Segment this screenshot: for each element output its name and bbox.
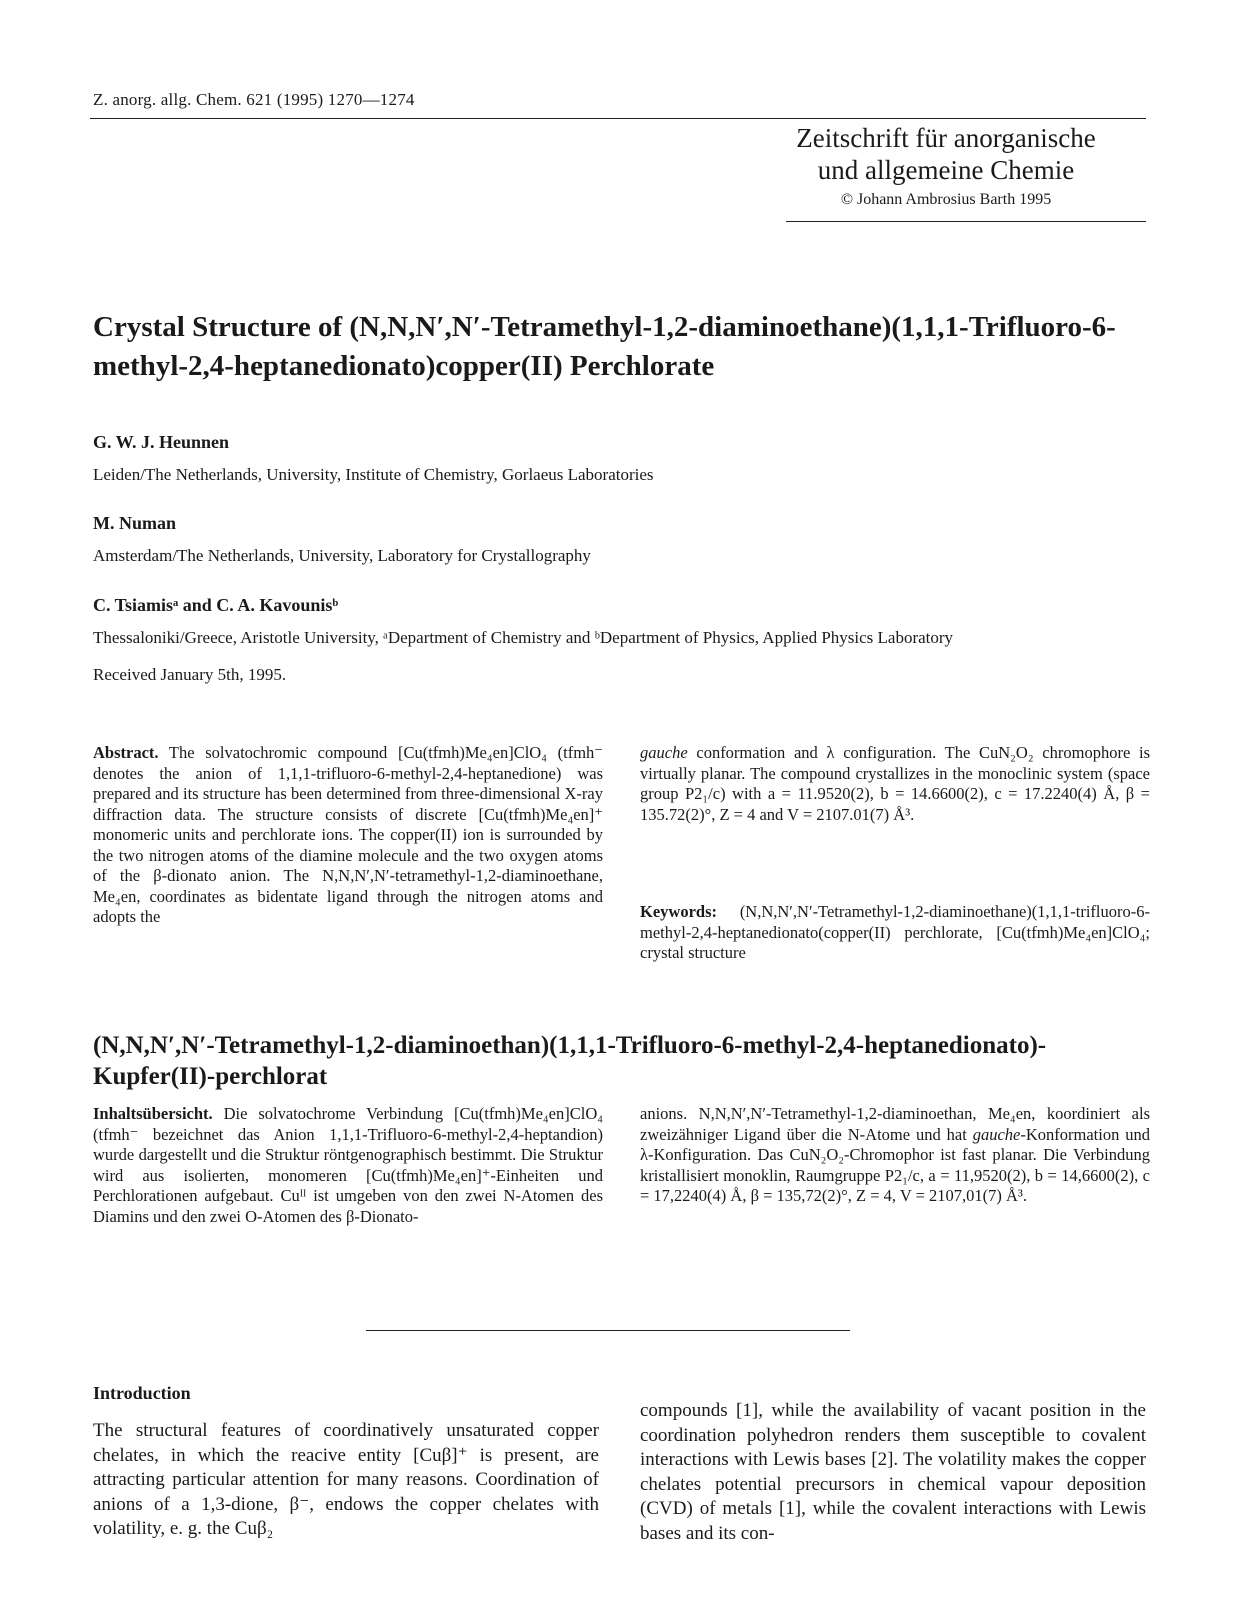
german-title: (N,N,N′,N′-Tetramethyl-1,2-diaminoethan)(1,1,1-Trifluoro-6-methyl-2,4-heptanedionato)-Kupfer(II)-perchlorat <box>93 1032 1047 1090</box>
german-summary-right <box>640 1104 1150 1207</box>
journal-name-line2: und allgemeine Chemie <box>817 155 1075 185</box>
keywords-text: (N,N,N′,N′-Tetramethyl-1,2-diaminoethane)(1,1,1-trifluoro-6-methyl-2,4-heptanedionato(copper(II) perchlorate, [Cu(tfmh)Me₄en]ClO₄; crystal structure <box>640 902 1150 962</box>
keywords <box>640 902 1150 964</box>
author-3: C. Tsiamisᵃ and C. A. Kavounisᵇ <box>93 595 339 615</box>
german-summary-label: Inhaltsübersicht. <box>93 1104 213 1123</box>
journal-masthead <box>766 122 1126 212</box>
german-summary-text-left: Die solvatochrome Verbindung [Cu(tfmh)Me₄en]ClO₄ (tfmh⁻ bezeichnet das Anion 1,1,1-Trifluoro-6-methyl-2,4-heptandion) wurde dargestellt und die Struktur röntgenographisch bestimmt. Die Struktur wird aus isolierten, monomeren [Cu(tfmh)Me₄en]⁺-Einheiten und Perchlorationen aufgebaut. Cuᴵᴵ ist umgeben von den zwei N-Atomen des Diamins und den zwei O-Atomen des β-Dionato- <box>93 1104 603 1226</box>
article-title: Crystal Structure of (N,N,N′,N′-Tetramethyl-1,2-diaminoethane)(1,1,1-Trifluoro-6-methyl-2,4-heptanedionato)copper(II) Perchlorate <box>93 311 1116 382</box>
received-date: Received January 5th, 1995. <box>93 665 287 684</box>
german-summary-text-right-a: anions. N,N,N′,N′-Tetramethyl-1,2-diaminoethan, Me₄en, koordiniert als zweizähniger Ligand über die N-Atome und hat <box>640 1104 1150 1144</box>
author-1: G. W. J. Heunnen <box>93 432 230 452</box>
journal-name-line1: Zeitschrift für anorganische <box>796 123 1096 153</box>
abstract-label: Abstract. <box>93 743 159 762</box>
introduction-heading: Introduction <box>93 1383 191 1403</box>
journal-citation: Z. anorg. allg. Chem. 621 (1995) 1270—1274 <box>93 90 415 109</box>
affiliation-1: Leiden/The Netherlands, University, Institute of Chemistry, Gorlaeus Laboratories <box>93 465 654 484</box>
section-divider <box>366 1330 850 1331</box>
abstract-text-left: The solvatochromic compound [Cu(tfmh)Me₄en]ClO₄ (tfmh⁻ denotes the anion of 1,1,1-trifluoro-6-methyl-2,4-heptanedione) was prepared and its structure has been determined from three-dimensional X-ray diffraction data. The structure consists of discrete [Cu(tfmh)Me₄en]⁺ monomeric units and perchlorate ions. The copper(II) ion is surrounded by the two nitrogen atoms of the diamine molecule and the two oxygen atoms of the β-dionato anion. The N,N,N′,N′-tetramethyl-1,2-diaminoethane, Me₄en, coordinates as bidentate ligand through the nitrogen atoms and adopts the <box>93 743 603 926</box>
author-2: M. Numan <box>93 513 177 533</box>
copyright-notice: © Johann Ambrosius Barth 1995 <box>840 191 1052 208</box>
german-summary-italic-word: gauche <box>972 1124 1021 1144</box>
keywords-label: Keywords: <box>640 902 717 921</box>
abstract-right <box>640 743 1150 825</box>
affiliation-3: Thessaloniki/Greece, Aristotle University, ᵃDepartment of Chemistry and ᵇDepartment of Physics, Applied Physics Laboratory <box>93 628 954 647</box>
introduction-right: compounds [1], while the availability of vacant position in the coordination polyhedron renders them susceptible to covalent interactions with Lewis bases [2]. The volatility makes the copper chelates potential precursors in chemical vapour deposition (CVD) of metals [1], while the covalent interactions with Lewis bases and its con- <box>640 1400 1146 1544</box>
abstract-text-right: conformation and λ configuration. The CuN₂O₂ chromophore is virtually planar. The compound crystallizes in the monoclinic system (space group P2₁/c) with a = 11.9520(2), b = 14.6600(2), c = 17.2240(4) Å, β = 135.72(2)°, Z = 4 and V = 2107.01(7) Å³. <box>640 743 1150 824</box>
abstract-left <box>93 743 603 928</box>
masthead-rule <box>786 221 1146 222</box>
header-rule <box>90 118 1146 119</box>
german-summary-text-right-b: -Konformation und λ-Konfiguration. Das CuN₂O₂-Chromophor ist fast planar. Die Verbindung kristallisiert monoklin, Raumgruppe P2₁/c, a = 11,9520(2), b = 14,6600(2), c = 17,2240(4) Å, β = 135,72(2)°, Z = 4, V = 2107,01(7) Å³. <box>640 1124 1150 1205</box>
affiliation-2: Amsterdam/The Netherlands, University, Laboratory for Crystallography <box>93 546 591 565</box>
introduction-left: The structural features of coordinatively unsaturated copper chelates, in which the reacive entity [Cuβ]⁺ is present, are attracting particular attention for many reasons. Coordination of anions of a 1,3-dione, β⁻, endows the copper chelates with volatility, e. g. the Cuβ₂ <box>93 1420 599 1539</box>
abstract-italic-word: gauche <box>640 743 688 762</box>
german-summary-left <box>93 1104 603 1227</box>
